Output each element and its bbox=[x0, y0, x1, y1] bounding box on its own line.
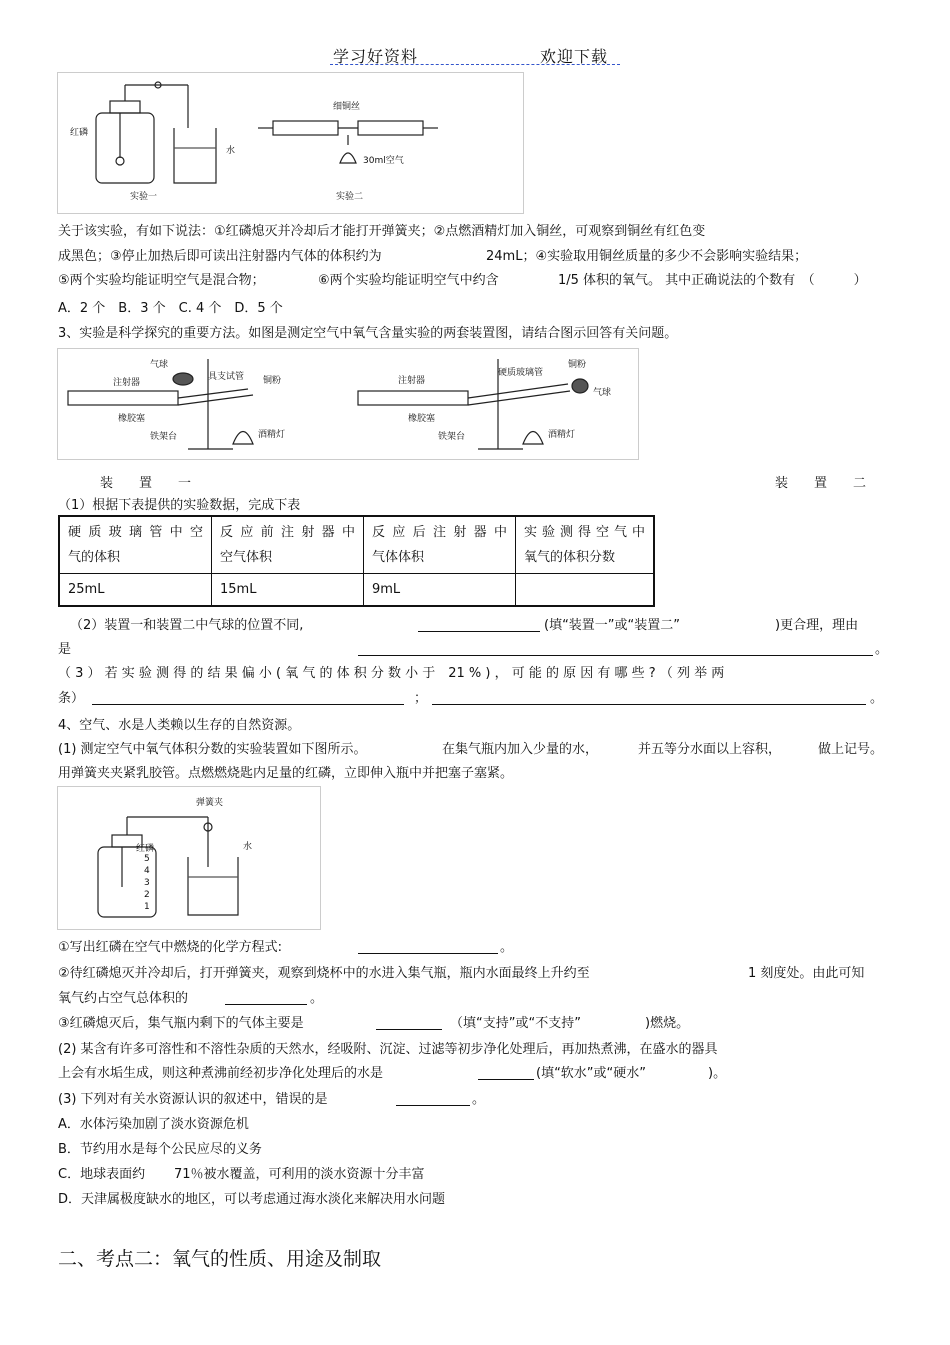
q3-sub2a: （2）装置一和装置二中气球的位置不同, bbox=[70, 618, 304, 633]
table-header-row bbox=[59, 516, 654, 574]
q4-s2b: 1 刻度处。由此可知 bbox=[748, 966, 865, 981]
table-cell: 25mL bbox=[59, 574, 212, 607]
q4-option-b: B．节约用水是每个公民应尽的义务 bbox=[58, 1142, 262, 1157]
beaker-icon bbox=[174, 128, 216, 183]
q4-p2-line1: (2) 某含有许多可溶性和不溶性杂质的天然水，经吸附、沉淀、过滤等初步净化处理后，再加热煮沸，在盛水的器具 bbox=[58, 1042, 718, 1057]
mark-4: 4 bbox=[144, 866, 150, 876]
label-stopper-1: 橡胶塞 bbox=[118, 414, 146, 424]
figure-experiment-1-2 bbox=[57, 72, 524, 214]
mark-3: 3 bbox=[144, 878, 150, 888]
q4-s2c: 氧气约占空气总体积的 bbox=[58, 991, 189, 1006]
q4-p1-line1b: 在集气瓶内加入少量的水， bbox=[442, 742, 599, 757]
q4-p1-line1d: 做上记号。 bbox=[818, 742, 884, 757]
q3-sub3-blank2[interactable] bbox=[432, 687, 866, 705]
syringe-right-icon bbox=[358, 121, 423, 135]
label-air: 30ml空气 bbox=[363, 156, 404, 166]
q3-sub3-line2a: 条） bbox=[58, 691, 85, 706]
table-header-cell: 硬质玻璃管中空 气的体积 bbox=[59, 516, 212, 574]
figure-1-drawing bbox=[58, 73, 523, 213]
q2-line3b: ⑥两个实验均能证明空气中约含 bbox=[318, 273, 499, 288]
q3-sub2b: (填“装置一”或“装置二” bbox=[544, 618, 681, 633]
table-row bbox=[59, 574, 654, 607]
q4-s3c: )燃烧。 bbox=[645, 1016, 690, 1031]
header-divider bbox=[330, 64, 620, 65]
q4-p2-line2c: )。 bbox=[708, 1066, 727, 1081]
table-header-cell: 反应后注射器中 气体体积 bbox=[364, 516, 516, 574]
header-right: 欢迎下载 bbox=[540, 47, 609, 66]
figure-phosphorus-apparatus bbox=[57, 786, 321, 930]
q4-p1-line2: 用弹簧夹夹紧乳胶管。点燃燃烧匙内足量的红磷，立即伸入瓶中并把塞子塞紧。 bbox=[58, 766, 514, 781]
q3-sub3-line1: （ 3 ） 若 实 验 测 得 的 结 果 偏 小 ( 氧 气 的 体 积 分 数 小 于 21 % ) ， 可 能 的 原 因 有 哪 些 ? （ 列 举 两 bbox=[58, 666, 725, 681]
mark-5: 5 bbox=[144, 854, 150, 864]
syringe-left-icon bbox=[273, 121, 338, 135]
q4-s3a: ③红磷熄灭后，集气瓶内剩下的气体主要是 bbox=[58, 1016, 304, 1031]
label-copper-1: 铜粉 bbox=[263, 376, 282, 386]
label-stopper-2: 橡胶塞 bbox=[408, 414, 436, 424]
q3-intro: 3、实验是科学探究的重要方法。如图是测定空气中氧气含量实验的两套装置图，请结合图示回答有关问题。 bbox=[58, 326, 678, 341]
label-stand-2: 铁架台 bbox=[438, 432, 466, 442]
q3-sub1: （1）根据下表提供的实验数据，完成下表 bbox=[58, 498, 301, 513]
q4-s1: ①写出红磷在空气中燃烧的化学方程式: bbox=[58, 940, 283, 955]
section2-title: 二、考点二：氧气的性质、用途及制取 bbox=[58, 1248, 382, 1270]
device1-label: 装 置 一 bbox=[100, 476, 192, 491]
label-exp2: 实验二 bbox=[336, 192, 364, 202]
alcohol-lamp-icon bbox=[340, 153, 356, 163]
q3-sub3-end: 。 bbox=[870, 691, 884, 706]
q4-s2-end: 。 bbox=[310, 991, 324, 1006]
balloon-2-icon bbox=[572, 379, 588, 393]
mark-1: 1 bbox=[144, 902, 150, 912]
label-hard-tube: 硬质玻璃管 bbox=[498, 368, 544, 378]
syringe-2-icon bbox=[358, 391, 468, 405]
label-water-2: 水 bbox=[243, 842, 253, 852]
q4-option-a: A．水体污染加剧了淡水资源危机 bbox=[58, 1117, 249, 1132]
q4-p2-blank[interactable] bbox=[478, 1062, 534, 1080]
label-balloon-1: 气球 bbox=[150, 360, 169, 370]
q4-option-c-b: 71％被水覆盖，可利用的淡水资源十分丰富 bbox=[174, 1167, 425, 1182]
q2-line3a: ⑤两个实验均能证明空气是混合物； bbox=[58, 273, 265, 288]
table-header-cell: 反应前注射器中 空气体积 bbox=[212, 516, 364, 574]
q4-p3-end: 。 bbox=[472, 1092, 486, 1107]
q4-p2-line2a: 上会有水垢生成，则这种煮沸前经初步净化处理后的水是 bbox=[58, 1066, 384, 1081]
label-syringe-1: 注射器 bbox=[113, 378, 141, 388]
table-header-cell: 实验测得空气中 氧气的体积分数 bbox=[516, 516, 655, 574]
q3-sub3-sep: ； bbox=[414, 691, 428, 706]
q4-intro: 4、空气、水是人类赖以生存的自然资源。 bbox=[58, 718, 301, 733]
beaker-icon bbox=[188, 857, 238, 915]
figure-devices bbox=[57, 348, 639, 460]
q2-line3c: 1/5 体积的氧气。 其中正确说法的个数有 （ ） bbox=[558, 273, 867, 288]
q3-sub2-end: 。 bbox=[875, 642, 889, 657]
lamp-2-icon bbox=[523, 432, 543, 445]
label-copper-wire: 细铜丝 bbox=[333, 102, 361, 112]
label-syringe-2: 注射器 bbox=[398, 376, 426, 386]
q4-s2-blank[interactable] bbox=[225, 987, 307, 1005]
q4-p1-line1c: 并五等分水面以上容积， bbox=[638, 742, 782, 757]
figure-2-drawing bbox=[58, 349, 638, 459]
label-exp1: 实验一 bbox=[130, 192, 158, 202]
q4-option-c-a: C．地球表面约 bbox=[58, 1167, 146, 1182]
device2-label: 装 置 二 bbox=[775, 476, 867, 491]
label-lamp-1: 酒精灯 bbox=[258, 430, 286, 440]
q4-s3-blank[interactable] bbox=[376, 1012, 442, 1030]
q4-p3-blank[interactable] bbox=[396, 1088, 470, 1106]
label-clamp: 弹簧夹 bbox=[196, 798, 224, 808]
mark-2: 2 bbox=[144, 890, 150, 900]
q4-p2-line2b: (填“软水”或“硬水” bbox=[536, 1066, 647, 1081]
table-cell-answer[interactable] bbox=[516, 574, 655, 607]
q3-sub2c: )更合理，理由 bbox=[775, 618, 859, 633]
lamp-1-icon bbox=[233, 432, 253, 445]
q3-sub2d: 是 bbox=[58, 642, 72, 657]
q2-line1: 关于该实验，有如下说法：①红磷熄灭并冷却后才能打开弹簧夹；②点燃酒精灯加入铜丝，可观察到铜丝有红色变 bbox=[58, 224, 706, 239]
q4-s2a: ②待红磷熄灭并冷却后，打开弹簧夹，观察到烧杯中的水进入集气瓶，瓶内水面最终上升约至 bbox=[58, 966, 590, 981]
q2-line2b: 24mL；④实验取用铜丝质量的多少不会影响实验结果； bbox=[486, 249, 808, 264]
data-table bbox=[58, 515, 655, 607]
label-branch-tube: 具支试管 bbox=[208, 372, 245, 382]
label-stand-1: 铁架台 bbox=[150, 432, 178, 442]
table-cell: 9mL bbox=[364, 574, 516, 607]
q2-line2a: 成黑色；③停止加热后即可读出注射器内气体的体积约为 bbox=[58, 249, 382, 264]
q4-option-d: D．天津属极度缺水的地区，可以考虑通过海水淡化来解决用水问题 bbox=[58, 1192, 446, 1207]
header-left: 学习好资料 bbox=[333, 47, 419, 66]
q4-s3b: （填“支持”或“不支持” bbox=[450, 1016, 581, 1031]
label-copper-2: 铜粉 bbox=[568, 360, 587, 370]
q4-p3: (3) 下列对有关水资源认识的叙述中，错误的是 bbox=[58, 1092, 328, 1107]
label-red-phosphorus: 红磷 bbox=[70, 128, 89, 138]
label-balloon-2: 气球 bbox=[593, 388, 612, 398]
label-red-phosphorus-2: 红磷 bbox=[136, 844, 155, 854]
q3-sub2-blank1[interactable] bbox=[418, 614, 540, 632]
q4-s1-end: 。 bbox=[500, 940, 514, 955]
q4-s1-blank[interactable] bbox=[358, 936, 498, 954]
q3-sub3-blank1[interactable] bbox=[92, 687, 404, 705]
q3-sub2-blank2[interactable] bbox=[358, 638, 873, 656]
balloon-1-icon bbox=[173, 373, 193, 385]
figure-3-drawing bbox=[58, 787, 320, 929]
q4-p1-line1a: (1) 测定空气中氧气体积分数的实验装置如下图所示。 bbox=[58, 742, 367, 757]
gas-bottle-icon bbox=[96, 113, 154, 183]
q2-options: A．2 个 B．3 个 C. 4 个 D．5 个 bbox=[58, 301, 283, 316]
table-cell: 15mL bbox=[212, 574, 364, 607]
label-water: 水 bbox=[226, 146, 236, 156]
label-lamp-2: 酒精灯 bbox=[548, 430, 576, 440]
syringe-1-icon bbox=[68, 391, 178, 405]
